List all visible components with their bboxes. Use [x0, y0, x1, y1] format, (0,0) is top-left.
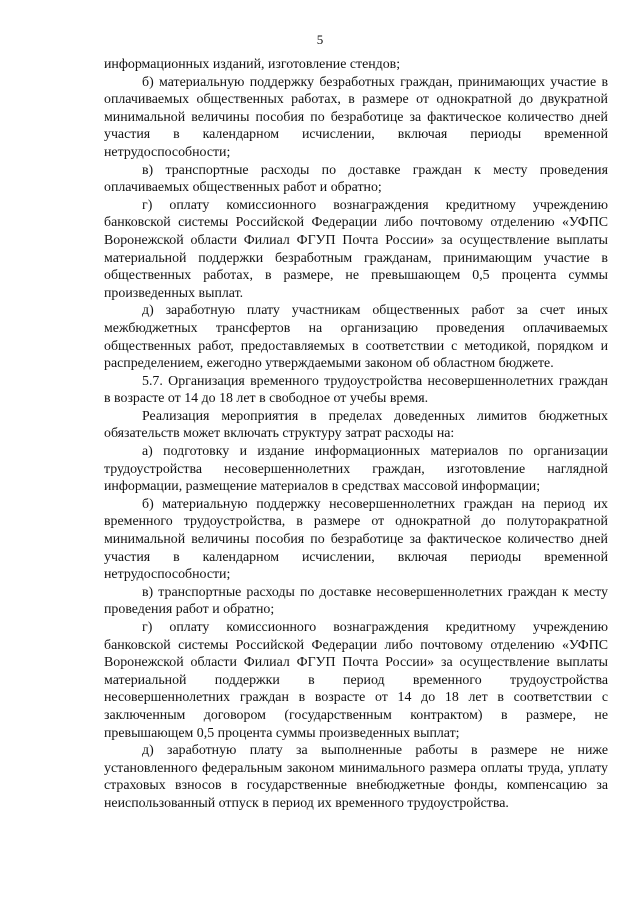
paragraph-continuation: информационных изданий, изготовление стендов; — [104, 57, 401, 72]
paragraph-item-b-2: б) материальную поддержку несовершеннолетних граждан на период их временного трудоустройства, в размере от однократной до полуторакратной минимальной величины пособия по безработице за фактическое количество дней участия в календарном исчислении, включая периоды временной нетрудоспособности; — [104, 496, 608, 583]
page-number: 5 — [316, 32, 324, 47]
paragraph-item-v: в) транспортные расходы по доставке граждан к месту проведения оплачиваемых общественных работ и обратно; — [104, 162, 608, 196]
paragraph-item-d-2: д) заработную плату за выполненные работы в размере не ниже установленного федеральным законом минимального размера оплаты труда, уплату страховых взносов в государственные внебюджетные фонды, компенсацию за неиспользованный отпуск в период их временного трудоустройства. — [104, 743, 608, 811]
paragraph-item-v-2: в) транспортные расходы по доставке несовершеннолетних граждан к месту проведения работ и обратно; — [104, 584, 608, 618]
paragraph-item-g: г) оплату комиссионного вознаграждения кредитному учреждению банковской системы Российской Федерации либо почтовому отделению «УФПС Воронежской области Филиал ФГУП Почта России» за осуществление выплаты материальной поддержки безработным гражданам, принимающим участие в общественных работах, в размере, не превышающем 0,5 процента суммы произведенных выплат. — [104, 197, 608, 301]
paragraph-item-a: а) подготовку и издание информационных материалов по организации трудоустройства несовершеннолетних граждан, изготовление наглядной информации, размещение материалов в средствах массовой информации; — [104, 444, 608, 495]
document-body — [104, 56, 608, 813]
paragraph-item-g-2: г) оплату комиссионного вознаграждения кредитному учреждению банковской системы Российской Федерации либо почтовому отделению «УФПС Воронежской области Филиал ФГУП Почта России» за осуществление выплаты материальной поддержки в период временного трудоустройства несовершеннолетних граждан в возрасте от 14 до 18 лет в соответствии с заключенным договором (государственным контрактом) в размере, не превышающем 0,5 процента суммы произведенных выплат; — [104, 620, 608, 741]
section-heading-5-7: 5.7. Организация временного трудоустройства несовершеннолетних граждан в возрасте от 14 до 18 лет в свободное от учебы время. — [104, 373, 608, 407]
paragraph-intro: Реализация мероприятия в пределах доведенных лимитов бюджетных обязательств может включать структуру затрат расходы на: — [104, 408, 608, 442]
paragraph-item-b: б) материальную поддержку безработных граждан, принимающих участие в оплачиваемых общественных работах, в размере от однократной до двукратной минимальной величины пособия по безработице за фактическое количество дней участия в календарном исчислении, включая периоды временной нетрудоспособности; — [104, 74, 608, 160]
paragraph-item-d: д) заработную плату участникам общественных работ за счет иных межбюджетных трансфертов на организацию проведения оплачиваемых общественных работ, предоставляемых в соответствии с методикой, порядком и распределением, ежегодно утверждаемыми законом об областном бюджете. — [104, 303, 608, 372]
